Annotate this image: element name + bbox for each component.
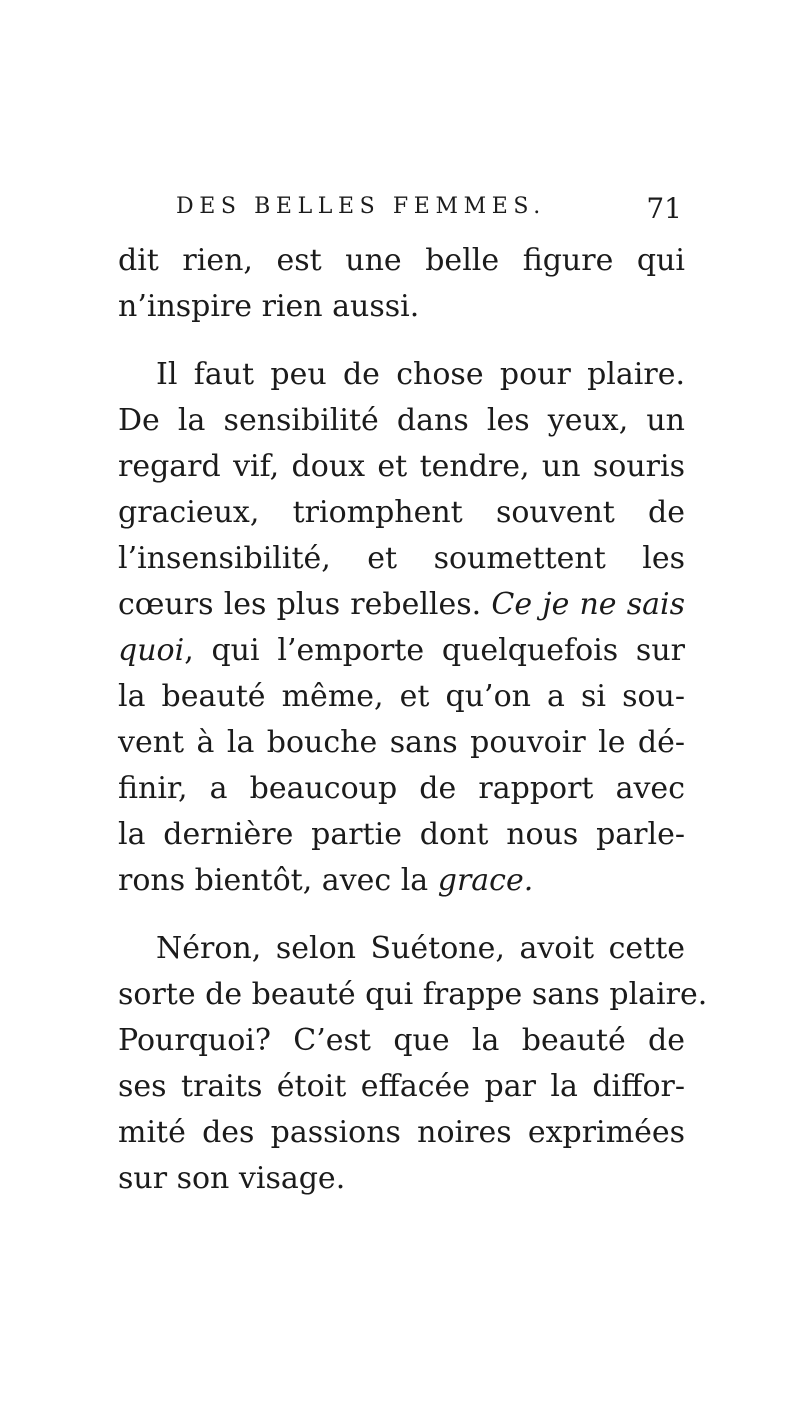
- line-text: vent à la bouche sans pouvoir le dé-: [118, 725, 685, 760]
- paragraph-gap: [118, 904, 685, 926]
- text-line: [118, 720, 685, 766]
- line-text: rons bientôt, avec la: [118, 863, 429, 898]
- text-line: [118, 1018, 685, 1064]
- text-line: [118, 1064, 685, 1110]
- text-line: [118, 490, 685, 536]
- line-text: Il faut peu de chose pour plaire.: [156, 357, 685, 392]
- paragraph-3: [118, 926, 708, 1202]
- line-text: l’insensibilité, et soumettent les: [118, 541, 685, 576]
- text-line: [118, 1110, 685, 1156]
- line-text: finir, a beaucoup de rapport avec: [118, 771, 685, 806]
- line-text: la dernière partie dont nous parle-: [118, 817, 685, 852]
- line-text: Pourquoi? C’est que la beauté de: [118, 1023, 685, 1058]
- text-line: [118, 352, 685, 398]
- running-title: DES BELLES FEMMES.: [176, 194, 546, 219]
- text-line: [118, 536, 685, 582]
- text-line: [118, 972, 708, 1018]
- italic-phrase: Ce je ne sais: [491, 587, 685, 622]
- body-text: [118, 238, 708, 1202]
- text-line: [118, 582, 685, 628]
- paragraph-1: [118, 238, 685, 330]
- text-line: [118, 674, 685, 720]
- line-text: mité des passions noires exprimées: [118, 1115, 685, 1150]
- text-line: [118, 284, 685, 330]
- text-line: [118, 628, 685, 674]
- text-line: [118, 812, 685, 858]
- line-text: sur son visage.: [118, 1161, 346, 1196]
- line-text: ses traits étoit effacée par la diffor-: [118, 1069, 685, 1104]
- italic-word: grace.: [437, 863, 534, 898]
- page-number: 71: [646, 192, 682, 225]
- paragraph-gap: [118, 330, 685, 352]
- line-text: Néron, selon Suétone, avoit cette: [156, 931, 685, 966]
- text-line: [118, 444, 685, 490]
- line-text: dit rien, est une belle figure qui: [118, 243, 685, 278]
- text-line: [118, 926, 685, 972]
- line-text: n’inspire rien aussi.: [118, 289, 420, 324]
- running-head: [176, 194, 682, 234]
- line-text: regard vif, doux et tendre, un souris: [118, 449, 685, 484]
- paragraph-2: [118, 352, 685, 904]
- line-text: gracieux, triomphent souvent de: [118, 495, 685, 530]
- line-text: De la sensibilité dans les yeux, un: [118, 403, 685, 438]
- line-text: sorte de beauté qui frappe sans plaire.: [118, 977, 708, 1012]
- text-line: [118, 238, 685, 284]
- italic-phrase: quoi: [118, 633, 185, 668]
- text-line: [118, 766, 685, 812]
- line-text: la beauté même, et qu’on a si sou-: [118, 679, 685, 714]
- line-text: , qui l’emporte quelquefois sur: [184, 633, 685, 668]
- text-line: [118, 858, 685, 904]
- text-line: [118, 1156, 685, 1202]
- text-line: [118, 398, 685, 444]
- line-text: cœurs les plus rebelles.: [118, 587, 482, 622]
